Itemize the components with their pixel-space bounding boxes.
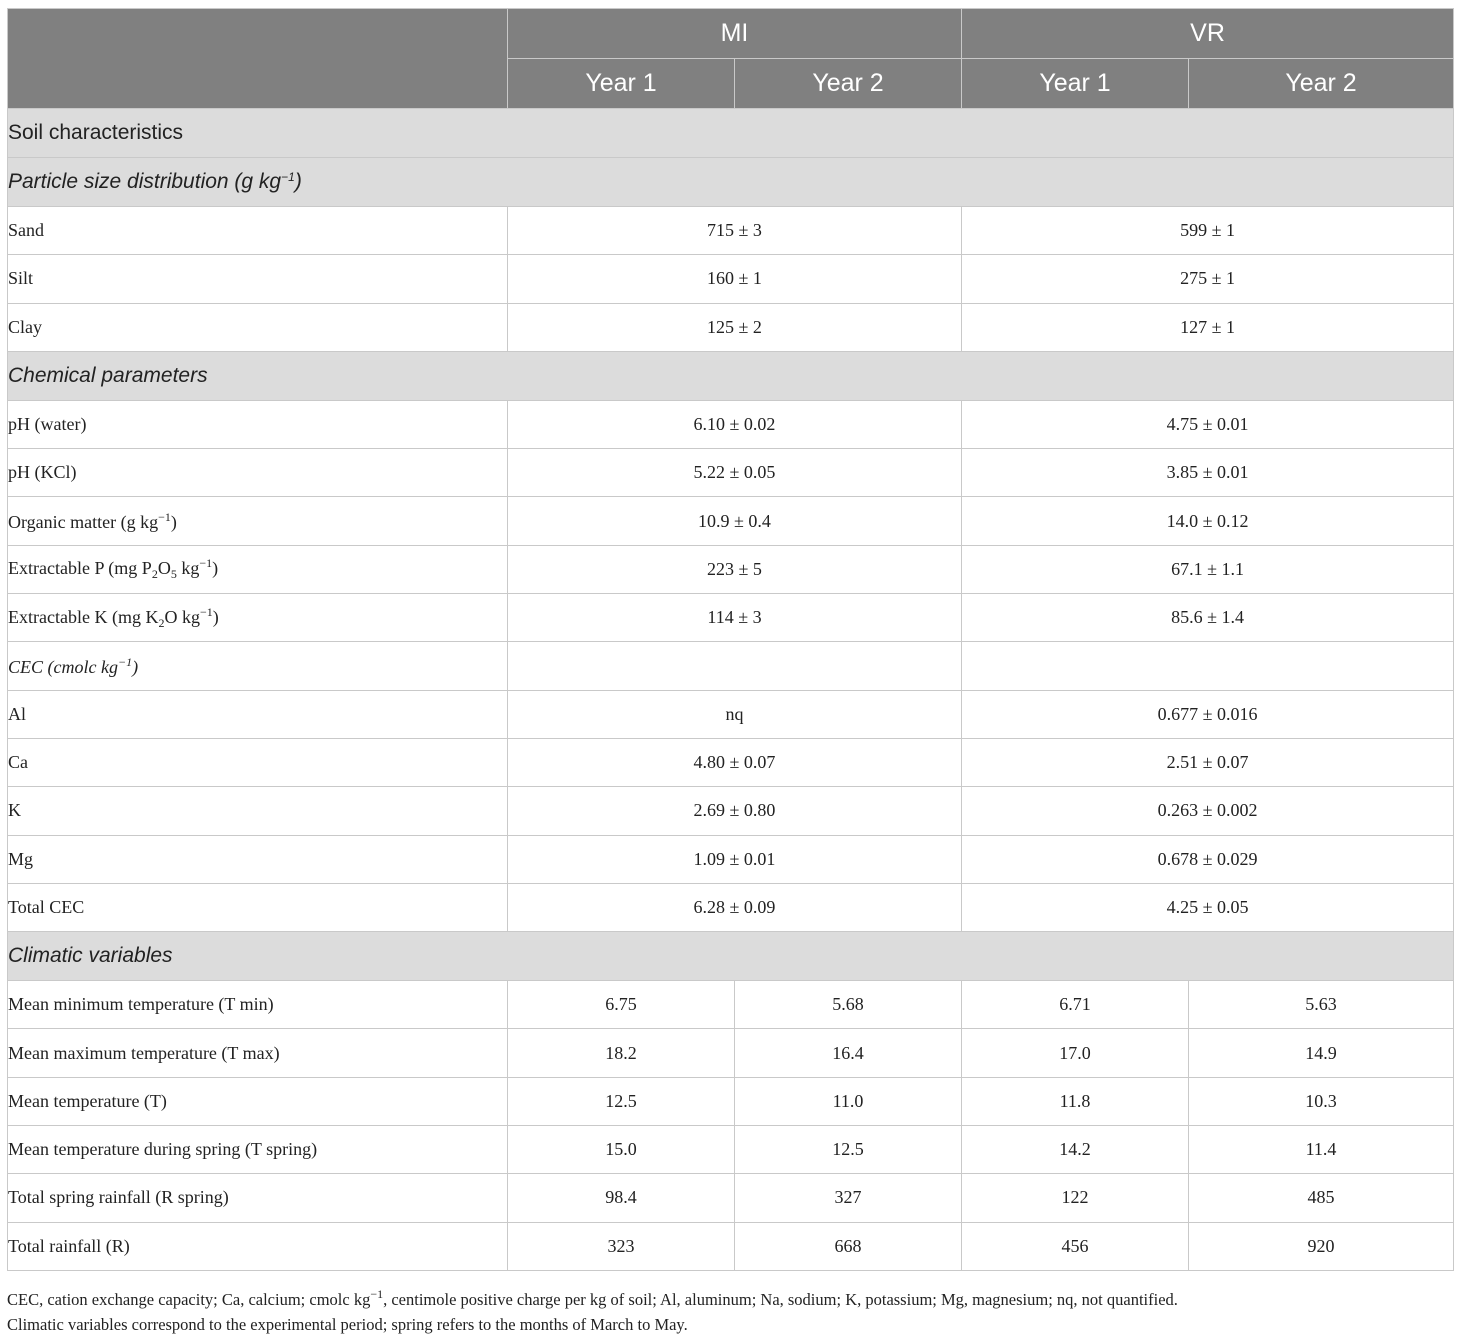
value-mi: 4.80 ± 0.07	[508, 738, 962, 786]
value-mi-year2: 12.5	[735, 1126, 962, 1174]
value-vr: 85.6 ± 1.4	[962, 594, 1454, 642]
value-mi-year1: 18.2	[508, 1029, 735, 1077]
value-mi: 125 ± 2	[508, 303, 962, 351]
section-particle-size	[8, 158, 1454, 207]
value-mi-year1: 323	[508, 1222, 735, 1270]
table-row	[8, 1029, 1454, 1077]
value-vr-year2: 11.4	[1189, 1126, 1454, 1174]
row-label: Clay	[8, 303, 508, 351]
value-vr-year2: 10.3	[1189, 1077, 1454, 1125]
value-vr: 3.85 ± 0.01	[962, 449, 1454, 497]
value-mi-year1: 12.5	[508, 1077, 735, 1125]
value-mi: 6.10 ± 0.02	[508, 400, 962, 448]
header-site-vr: VR	[962, 9, 1454, 59]
value-vr-year1: 456	[962, 1222, 1189, 1270]
table-row	[8, 303, 1454, 351]
value-vr: 599 ± 1	[962, 207, 1454, 255]
table-row	[8, 449, 1454, 497]
table-row	[8, 545, 1454, 593]
row-label: pH (water)	[8, 400, 508, 448]
row-label: pH (KCl)	[8, 449, 508, 497]
footnote-line-climate: Climatic variables correspond to the experimental period; spring refers to the months of March to May.	[7, 1315, 688, 1334]
row-label: Mean maximum temperature (T max)	[8, 1029, 508, 1077]
value-mi: 160 ± 1	[508, 255, 962, 303]
header-site-mi: MI	[508, 9, 962, 59]
section-chemical-parameters	[8, 351, 1454, 400]
value-vr: 2.51 ± 0.07	[962, 738, 1454, 786]
value-vr-year2: 14.9	[1189, 1029, 1454, 1077]
footnote-line-abbreviations: CEC, cation exchange capacity; Ca, calcium; cmolc $kg^{-1}$, centimole positive charge per kg of soil; Al, aluminum; Na, sodium; K, potassium; Mg, magnesium; nq, not quantified.	[7, 1287, 1178, 1309]
value-vr-year1: 17.0	[962, 1029, 1189, 1077]
header-year: Year 1	[508, 59, 735, 109]
row-label: Mean minimum temperature (T min)	[8, 981, 508, 1029]
row-label: Organic matter (g $kg^{-1}$)	[8, 497, 508, 545]
value-vr: 127 ± 1	[962, 303, 1454, 351]
soil-climate-table	[7, 8, 1454, 1271]
value-vr: 4.75 ± 0.01	[962, 400, 1454, 448]
value-mi: 2.69 ± 0.80	[508, 787, 962, 835]
row-label: Extractable K (mg $K_2O$ $kg^{-1}$)	[8, 594, 508, 642]
table-row	[8, 1222, 1454, 1270]
table-row	[8, 981, 1454, 1029]
value-mi-year2: 327	[735, 1174, 962, 1222]
value-vr: 275 ± 1	[962, 255, 1454, 303]
table-row	[8, 1174, 1454, 1222]
header-row-sites	[8, 9, 1454, 59]
value-mi: 1.09 ± 0.01	[508, 835, 962, 883]
value-mi: 223 ± 5	[508, 545, 962, 593]
value-mi: 10.9 ± 0.4	[508, 497, 962, 545]
row-label: CEC (cmolc $kg^{-1}$)	[8, 642, 508, 690]
header-year: Year 2	[735, 59, 962, 109]
section-title: Climatic variables	[8, 932, 1454, 981]
value-vr-year2: 920	[1189, 1222, 1454, 1270]
value-vr: 0.263 ± 0.002	[962, 787, 1454, 835]
row-label: Mean temperature during spring (T spring)	[8, 1126, 508, 1174]
table-row	[8, 787, 1454, 835]
table-row	[8, 594, 1454, 642]
section-climatic-variables	[8, 932, 1454, 981]
table-row-cec-heading	[8, 642, 1454, 690]
value-vr: 14.0 ± 0.12	[962, 497, 1454, 545]
row-label: Mean temperature (T)	[8, 1077, 508, 1125]
value-mi: nq	[508, 690, 962, 738]
value-mi-year1: 6.75	[508, 981, 735, 1029]
value-vr: 0.677 ± 0.016	[962, 690, 1454, 738]
table-row	[8, 738, 1454, 786]
value-vr-year2: 5.63	[1189, 981, 1454, 1029]
table-row	[8, 400, 1454, 448]
value-mi-year1: 15.0	[508, 1126, 735, 1174]
table-row	[8, 207, 1454, 255]
table-row	[8, 1077, 1454, 1125]
section-soil-characteristics	[8, 109, 1454, 158]
value-vr: 0.678 ± 0.029	[962, 835, 1454, 883]
table-row	[8, 497, 1454, 545]
value-mi-empty	[508, 642, 962, 690]
value-mi: 715 ± 3	[508, 207, 962, 255]
value-vr: 67.1 ± 1.1	[962, 545, 1454, 593]
table-row	[8, 690, 1454, 738]
value-mi-year2: 11.0	[735, 1077, 962, 1125]
row-label: Al	[8, 690, 508, 738]
value-mi-year2: 5.68	[735, 981, 962, 1029]
value-vr-year1: 11.8	[962, 1077, 1189, 1125]
table-row	[8, 255, 1454, 303]
section-title: Soil characteristics	[8, 109, 1454, 158]
table-row	[8, 835, 1454, 883]
header-year: Year 2	[1189, 59, 1454, 109]
value-mi-year2: 668	[735, 1222, 962, 1270]
row-label: Ca	[8, 738, 508, 786]
table-row	[8, 883, 1454, 931]
row-label: Total CEC	[8, 883, 508, 931]
row-label: Total rainfall (R)	[8, 1222, 508, 1270]
value-vr-year1: 122	[962, 1174, 1189, 1222]
value-mi-year1: 98.4	[508, 1174, 735, 1222]
row-label: Silt	[8, 255, 508, 303]
header-empty-cell	[8, 9, 508, 109]
row-label: Mg	[8, 835, 508, 883]
value-vr-empty	[962, 642, 1454, 690]
header-year: Year 1	[962, 59, 1189, 109]
value-mi: 6.28 ± 0.09	[508, 883, 962, 931]
row-label: Sand	[8, 207, 508, 255]
value-vr-year2: 485	[1189, 1174, 1454, 1222]
value-mi-year2: 16.4	[735, 1029, 962, 1077]
value-vr: 4.25 ± 0.05	[962, 883, 1454, 931]
table-row	[8, 1126, 1454, 1174]
section-title: Chemical parameters	[8, 351, 1454, 400]
value-mi: 114 ± 3	[508, 594, 962, 642]
section-title: Particle size distribution (g $kg^{-1}$)	[8, 158, 1454, 207]
table-footnote	[7, 1282, 1453, 1337]
value-mi: 5.22 ± 0.05	[508, 449, 962, 497]
value-vr-year1: 6.71	[962, 981, 1189, 1029]
value-vr-year1: 14.2	[962, 1126, 1189, 1174]
row-label: Total spring rainfall (R spring)	[8, 1174, 508, 1222]
row-label: Extractable P (mg $P_2O_5$ $kg^{-1}$)	[8, 545, 508, 593]
row-label: K	[8, 787, 508, 835]
